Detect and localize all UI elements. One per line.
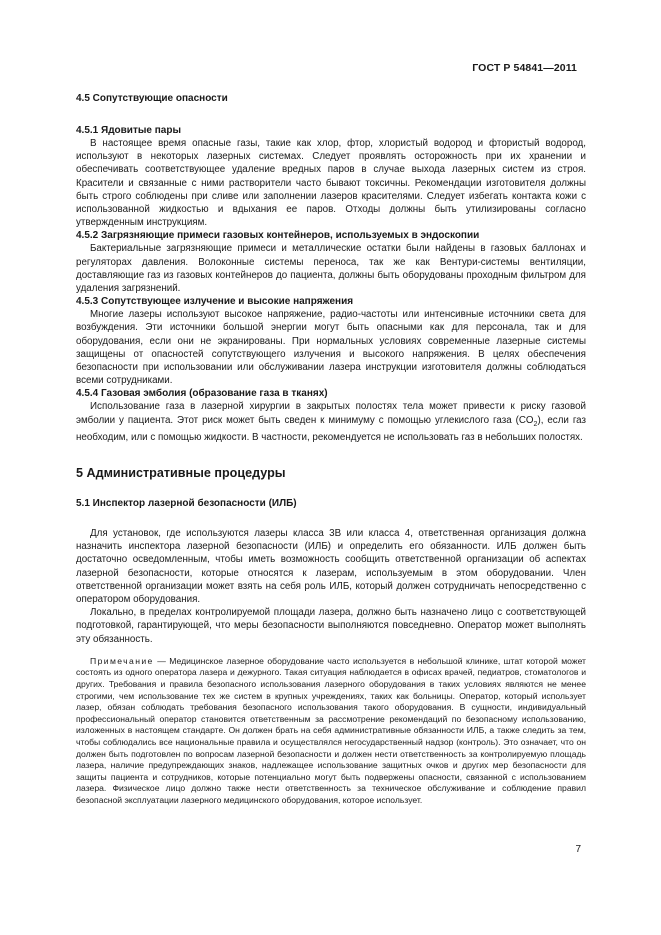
page-content (76, 92, 586, 807)
section-5-1-title: 5.1 Инспектор лазерной безопасности (ИЛБ) (76, 498, 297, 510)
section-5-1-paragraph-1: Для установок, где используются лазеры класса 3В или класса 4, ответственная организация должна назначить инспектора лазерной безопасности (ИЛБ) и определить его обязанности. ИЛБ должен быть достаточно осведомленным, чтобы иметь возможность сообщить ответственной организации об аспектах лазерной безопасности, которые относятся к лазерам, используемым в этом оборудовании. Член ответственной организации может взять на себя роль ИЛБ, который должен сотрудничать непосредственно с оператором оборудования. (76, 528, 586, 606)
section-4-5-1-text: В настоящее время опасные газы, такие как хлор, фтор, хлористый водород и фтористый водород, используют в некоторых лазерных системах. Следует проявлять осторожность при их хранении и обеспечивать соответствующее удаление вредных паров в случае выхода лазерных систем из строя. Красители и связанные с ними растворители часто бывают токсичны. Рекомендации изготовителя должны быть строго соблюдены при сливе или заполнении лазеров красителями. Следует избегать контакта кожи с использованной жидкостью и вдыхания ее паров. Отходы должны быть утилизированы согласно утвержденным инструкциям. (76, 138, 586, 229)
page-number: 7 (575, 844, 581, 855)
section-4-5-2-text: Бактериальные загрязняющие примеси и металлические остатки были найдены в газовых баллонах и регуляторах давления. Волоконные системы переноса, так же как Вентури-системы вентиляции, доставляющие газ из газовых контейнеров до пациента, должны быть оборудованы проходным фильтром для удаления загрязнений. (76, 243, 586, 295)
co2-subscript: 2 (533, 420, 538, 428)
section-4-5-3-text: Многие лазеры используют высокое напряжение, радио-частоты или интенсивные источники света для возбуждения. Эти источники большой энергии могут быть опасными как для персонала, так и для оборудования, если они не экранированы. При нормальных условиях современные лазерные системы защищены от опасностей сопутствующего излучения и высокого напряжения. В целях обеспечения безопасности при использовании или обслуживании лазера инструкции изготовителя должны соблюдаться всеми сотрудниками. (76, 309, 586, 387)
document-code: ГОСТ Р 54841—2011 (472, 62, 577, 74)
section-4-5-4-title: 4.5.4 Газовая эмболия (образование газа в тканях) (76, 388, 328, 400)
section-5-1-paragraph-2: Локально, в пределах контролируемой площади лазера, должно быть назначено лицо с соответствующей подготовкой, гарантирующей, что меры безопасности выполняются повседневно. Оператор может выполнять эту обязанность. (76, 607, 586, 645)
note-label: Примечание (90, 655, 154, 666)
note-text: — Медицинское лазерное оборудование часто используется в небольшой клинике, штат которой может состоять из одного оператора лазера и дежурного. Такая ситуация наблюдается в офисах врачей, педиатров, стоматологов и других. Требования и правила безопасного использования лазерного оборудования в таких условиях являются не менее строгими, чем использование тех же систем в крупных учреждениях, таких как больницы. Оператор, который использует лазер, обязан соблюдать требования безопасного использования такого оборудования. В сущности, индивидуальный профессиональный оператор становится ответственным за рассмотрение рекомендаций по безопасному использованию, изложенных в настоящем стандарте. Он должен брать на себя административные обязанности ИЛБ, а также следить за тем, чтобы соблюдались все национальные правила и осуществлялся негосударственный надзор (контроль). Это означает, что он должен быть подготовлен по вопросам лазерной безопасности и должен нести ответственность за контролируемую площадь лазера, наличие предупреждающих знаков, надлежащее использование защитных очков и других мер безопасности для защиты пациента и сотрудников, которые потенциально могут быть подвержены опасности, связанной с использованием лазера. Физическое лицо должно также нести ответственность за техническое обслуживание и соблюдение правил безопасной эксплуатации лазерного медицинского оборудования, которое использует. (76, 655, 586, 805)
section-4-5-title: 4.5 Сопутствующие опасности (76, 93, 228, 104)
section-4-5-2-title: 4.5.2 Загрязняющие примеси газовых контейнеров, используемых в эндоскопии (76, 230, 480, 242)
section-4-5-4-text-before: Использование газа в лазерной хирургии в закрытых полостях тела может привести к риску газовой эмболии у пациента. Этот риск может быть сведен к минимуму с помощью углекислого газа (CO (76, 401, 586, 426)
section-4-5-4-text-after: ), если газ необходим, или с помощью жидкости. В частности, рекомендуется не использовать газ в небольших полостях. (76, 414, 587, 443)
note (76, 656, 586, 807)
section-4-5-1-title: 4.5.1 Ядовитые пары (76, 125, 181, 136)
section-4-5-3-title: 4.5.3 Сопутствующее излучение и высокие напряжения (76, 296, 354, 308)
section-4-5-4-text (76, 400, 586, 444)
section-5-title: 5 Административные процедуры (76, 466, 286, 481)
